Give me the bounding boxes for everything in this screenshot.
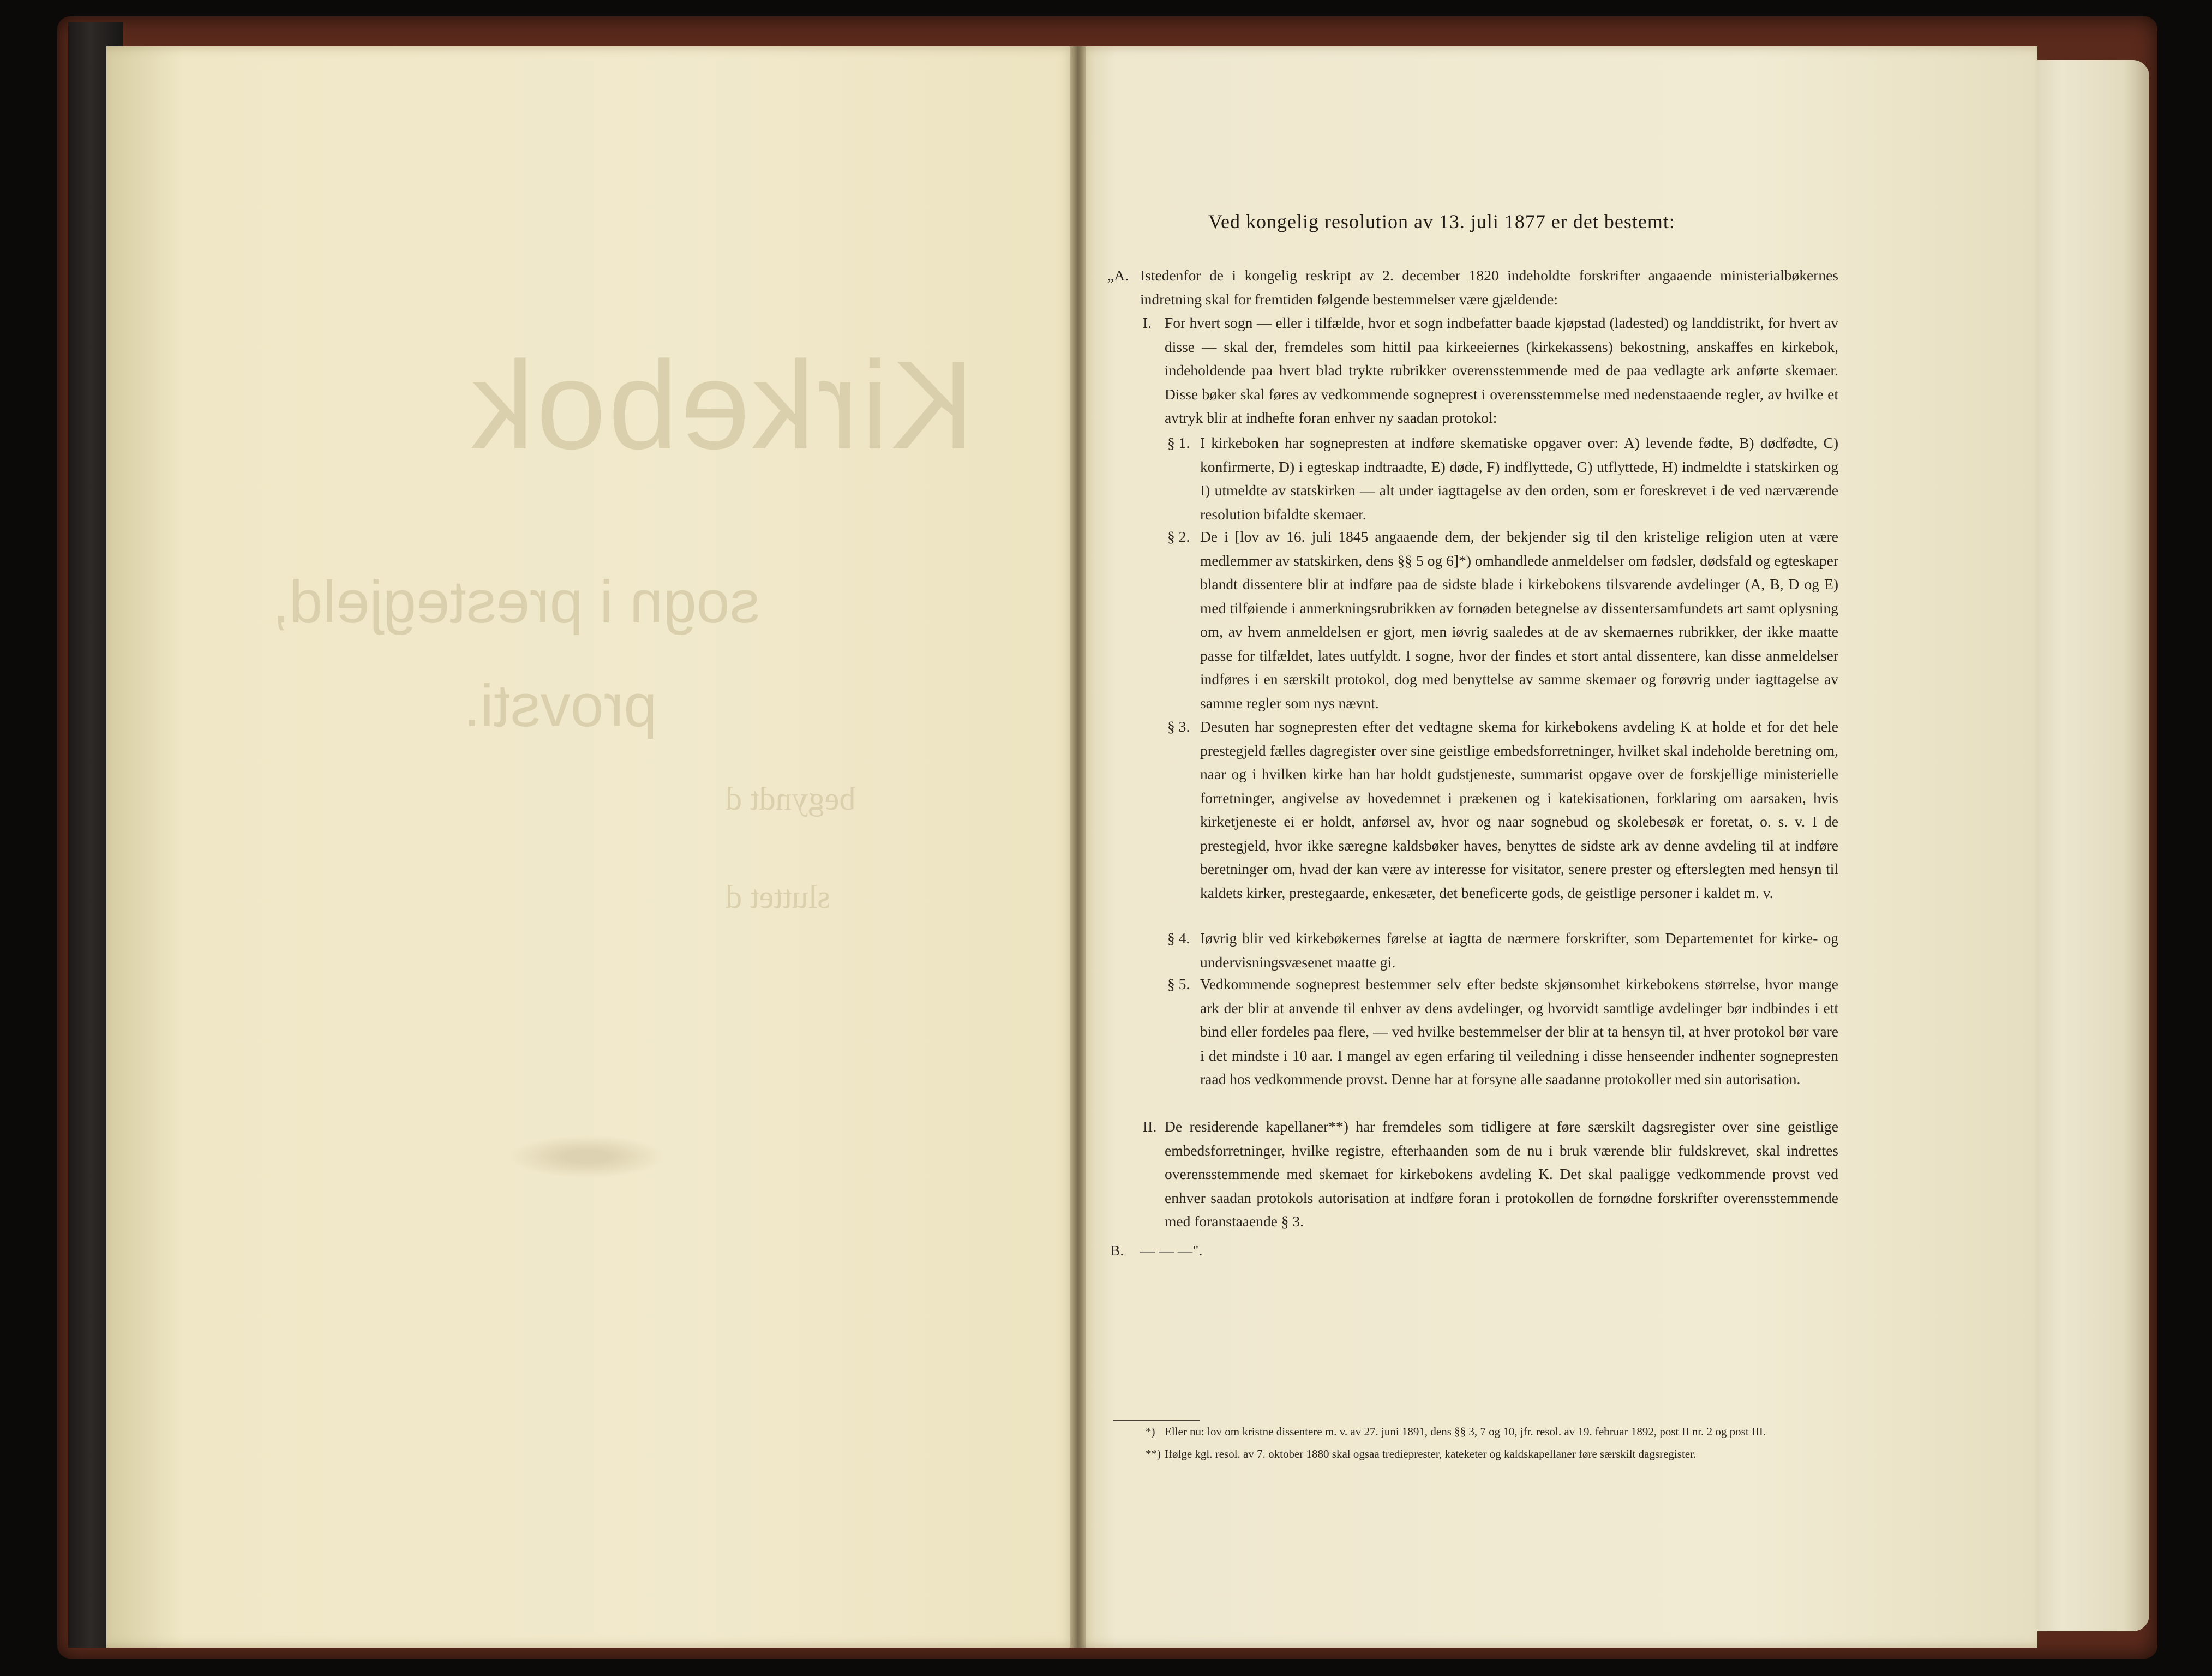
footnote-label: **): [1146, 1447, 1161, 1460]
section-text: Istedenfor de i kongelig reskript av 2. december 1820 indeholdte forskrifter angaaende ministerialbøkernes indretning skal for fremtiden følgende bestemmelser være gjældende:: [1140, 267, 1838, 308]
section-i: [1143, 311, 1838, 430]
showthrough-line: provsti.: [464, 672, 657, 739]
showthrough-ornament: [507, 1135, 666, 1178]
paragraph-label: § 4.: [1167, 930, 1190, 947]
gutter: [1070, 46, 1086, 1648]
section-a: [1107, 264, 1838, 311]
paragraph-label: § 5.: [1167, 975, 1190, 992]
paragraph-text: Vedkommende sogneprest bestemmer selv efter bedste skjønsomhet kirkebokens størrelse, hvor mange ark der blir at anvende til enhver av dens avdelinger, og hvorvidt samtlige avdelinger bør indbindes i ett bind eller fordeles paa flere, — ved hvilke bestemmelser der blir at ta hensyn til, at hver protokol bør vare i det mindste i 10 aar. I mangel av egen erfaring til veiledning i disse henseender indhenter sognepresten raad hos vedkommende provst. Denne har at forsyne alle saadanne protokoller med sin autorisation.: [1200, 975, 1838, 1087]
footnote-1: [1146, 1423, 1841, 1440]
paragraph-label: § 2.: [1167, 528, 1190, 545]
paragraph-text: De i [lov av 16. juli 1845 angaaende dem, der bekjender sig til den kristelige religion uten at være medlemmer av statskirken, dens §§ 5 og 6]*) omhandlede anmeldelser om fødsler, dødsfald og egteskaper blandt dissentere blir at indføre paa de sidste blade i kirkebokens tilsvarende avdelinger (A, B, D og E) med tilføiende i anmerkningsrubrikken av fornøden betegnelse av dissentersamfundets art samt oplysning om, av hvem anmeldelsen er gjort, men iøvrig saaledes at de av skemaernes rubrikker, der ikke maatte passe for tilfældet, lates uutfyldt. I sogne, hvor der findes et stort antal dissentere, kan disse anmeldelser indføres i en særskilt protokol, dog med benyttelse av samme skemaer og forøvrig under iagttagelse av samme regler som nys nævnt.: [1200, 528, 1838, 711]
section-ii: [1143, 1115, 1838, 1234]
page-edges: [2024, 60, 2149, 1631]
showthrough-line: begyndt d: [726, 781, 856, 817]
section-text: De residerende kapellaner**) har fremdeles som tidligere at føre særskilt dagsregister over sine geistlige embedsforretninger, hvilke registre, efterhaanden som de nu i bruk værende blir fuldskrevet, skal indrettes overensstemmende med skemaet for kirkebokens avdeling K. Det skal paaligge vedkommende provst ved enhver saadan protokols autorisation at indføre foran i protokollen de fornødne forskrifter overensstemmende med foranstaaende § 3.: [1165, 1118, 1838, 1230]
paragraph-label: § 1.: [1167, 434, 1190, 451]
section-label: I.: [1143, 314, 1152, 331]
showthrough-title: Kirkebok: [469, 335, 975, 475]
paragraph-label: § 3.: [1167, 718, 1190, 735]
section-b: [1110, 1238, 1467, 1262]
footnote-rule: [1113, 1420, 1200, 1421]
paragraph-text: Iøvrig blir ved kirkebøkernes førelse at iagtta de nærmere forskrifter, som Departementet for kirke- og undervisningsvæsenet maatte gi.: [1200, 930, 1838, 971]
section-label: B.: [1110, 1242, 1124, 1259]
paragraph-1: [1167, 431, 1838, 526]
footnote-text: Eller nu: lov om kristne dissentere m. v. av 27. juni 1891, dens §§ 3, 7 og 10, jfr. resol. av 19. februar 1892, post II nr. 2 og post III.: [1165, 1425, 1766, 1438]
footnote-label: *): [1146, 1425, 1155, 1438]
paragraph-3: [1167, 715, 1838, 905]
paragraph-text: Desuten har sognepresten efter det vedtagne skema for kirkebokens avdeling K at holde et for det hele prestegjeld fælles dagregister over sine geistlige embedsforretninger, hvilket skal indeholde beretning om, naar og i hvilken kirke han har holdt gudstjeneste, summarist opgave over de forskjellige ministerielle forretninger, angivelse av hovedemnet i prækenen og i katekisationen, forklaring om aarsaken, hvis kirketjeneste ei er holdt, anførsel av, hvor og naar sognebud og skolebesøk er foretat, o. s. v. I de prestegjeld, hvor ikke særegne kaldsbøker haves, benyttes de sidste ark av denne avdeling til at indføre beretninger om, hvad der kan være av interesse for visitator, senere prester og efterslegten med hensyn til kaldets kirker, prestegaarde, enkesæter, det beneficerte gods, de geistlige personer i kaldet m. v.: [1200, 718, 1838, 901]
paragraph-5: [1167, 972, 1838, 1091]
paragraph-4: [1167, 926, 1838, 974]
footnote-2: [1146, 1446, 1841, 1463]
showthrough-line: sogn i prestegjeld,: [273, 568, 760, 636]
page-heading: Ved kongelig resolution av 13. juli 1877 er det bestemt:: [1208, 211, 1675, 232]
section-text: For hvert sogn — eller i tilfælde, hvor et sogn indbefatter baade kjøpstad (ladested) og landdistrikt, for hvert av disse — skal der, fremdeles som hittil paa kirkeeiernes (kirkekassens) bekostning, anskaffes en kirkebok, indeholdende paa hvert blad trykte rubrikker overensstemmende med de paa vedlagte ark anførte skemaer. Disse bøker skal føres av vedkommende sogneprest i overensstemmelse med nedenstaaende regler, av hvilke et avtryk blir at indhefte foran enhver ny saadan protokol:: [1165, 314, 1838, 426]
paragraph-text: I kirkeboken har sognepresten at indføre skematiske opgaver over: A) levende fødte, B) dødfødte, C) konfirmerte, D) i egteskap indtraadte, E) døde, F) indflyttede, G) utflyttede, H) indmeldte i statskirken og I) utmeldte av statskirken — alt under iagttagelse av den orden, som er foreskrevet i de ved nærværende resolution bifaldte skemaer.: [1200, 434, 1838, 523]
left-page: [106, 46, 1077, 1648]
section-label: II.: [1143, 1118, 1157, 1135]
footnote-text: Ifølge kgl. resol. av 7. oktober 1880 skal ogsaa tredieprester, kateketer og kaldskapellaner føre særskilt dagsregister.: [1165, 1447, 1697, 1460]
paragraph-2: [1167, 525, 1838, 715]
showthrough-line: sluttet d: [726, 879, 830, 915]
section-text: — — —".: [1140, 1242, 1203, 1259]
section-label: „A.: [1107, 267, 1129, 284]
